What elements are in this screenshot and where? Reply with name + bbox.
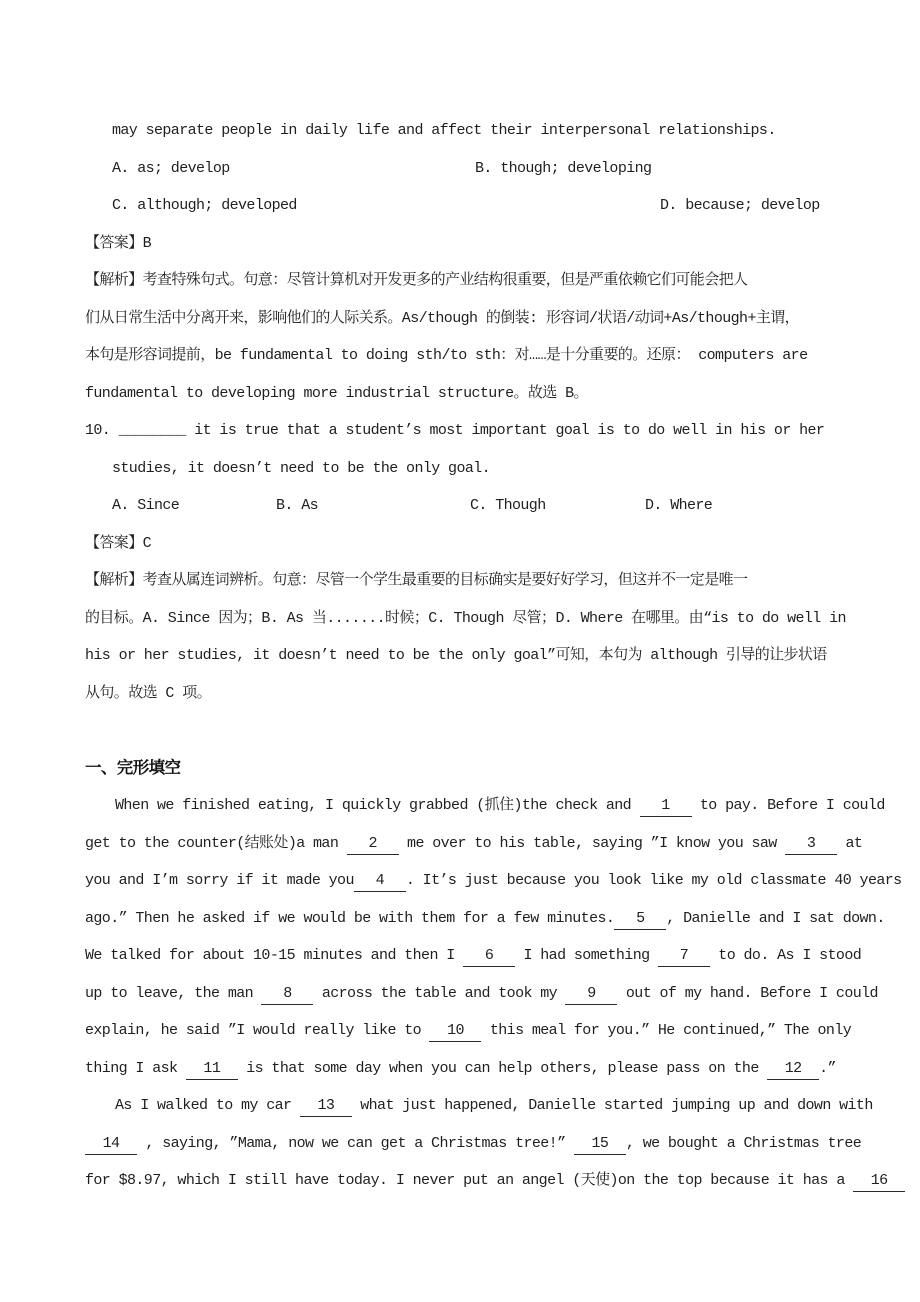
- question9-analysis-line: 【解析】考查特殊句式。句意：尽管计算机对开发更多的产业结构很重要，但是严重依赖它们可能会把人: [85, 272, 748, 289]
- section-heading-cloze: 一、完形填空: [85, 758, 181, 778]
- cloze-line: As I walked to my car 13 what just happened, Danielle started jumping up and down with: [85, 1087, 872, 1125]
- cloze-line: thing I ask 11 is that some day when you can help others, please pass on the 12 .”: [85, 1050, 872, 1088]
- cloze-blank: 4: [354, 871, 406, 892]
- cloze-blank: 1: [640, 796, 692, 817]
- question10-option-c: C. Though: [470, 497, 546, 514]
- question9-options-row1: [85, 150, 872, 188]
- question10-option-d: D. Where: [645, 497, 713, 514]
- cloze-blank: 11: [186, 1059, 238, 1080]
- question10-stem-line1: 10. ________ it is true that a student’s most important goal is to do well in his or her: [85, 422, 825, 439]
- question10-analysis-line: 【解析】考查从属连词辨析。句意：尽管一个学生最重要的目标确实是要好好学习，但这并不一定是唯一: [85, 572, 748, 589]
- cloze-line: ago.” Then he asked if we would be with them for a few minutes. 5 , Danielle and I sat down.: [85, 900, 872, 938]
- question10-option-a: A. Since: [112, 497, 180, 514]
- cloze-line: When we finished eating, I quickly grabbed (抓住)the check and 1 to pay. Before I could: [85, 787, 872, 825]
- question9-analysis-line: 们从日常生活中分离开来，影响他们的人际关系。As/though 的倒装: 形容词/状语/动词+As/though+主谓，: [85, 309, 800, 327]
- cloze-blank: 7: [658, 946, 710, 967]
- question10-options-row: [85, 487, 872, 525]
- question9-option-c: C. although; developed: [112, 197, 297, 214]
- question10-stem-line2: studies, it doesn’t need to be the only goal.: [112, 459, 491, 477]
- question9-answer-line: 【答案】B: [85, 234, 152, 252]
- cloze-line: up to leave, the man 8 across the table and took my 9 out of my hand. Before I could: [85, 975, 872, 1013]
- cloze-line: We talked for about 10-15 minutes and then I 6 I had something 7 to do. As I stood: [85, 937, 872, 975]
- question9-options-row2: [85, 187, 872, 225]
- cloze-line: you and I’m sorry if it made you 4 . It’s just because you look like my old classmate 40 years: [85, 862, 872, 900]
- cloze-blank: 3: [785, 834, 837, 855]
- cloze-blank: 14: [85, 1134, 137, 1155]
- question9-option-a: A. as; develop: [112, 159, 230, 177]
- question10-analysis-line: his or her studies, it doesn’t need to be the only goal”可知，本句为 although 引导的让步状语: [85, 647, 827, 664]
- question10-answer-line: 【答案】C: [85, 534, 152, 552]
- cloze-blank: 8: [261, 984, 313, 1005]
- cloze-blank: 2: [347, 834, 399, 855]
- cloze-line: get to the counter(结账处)a man 2 me over to his table, saying ”I know you saw 3 at: [85, 825, 872, 863]
- question10-analysis-line: 的目标。A. Since 因为；B. As 当.......时候；C. Though 尽管；D. Where 在哪里。由“is to do well in: [85, 609, 846, 627]
- question9-option-d: D. because; develop: [660, 197, 820, 214]
- question9-stem-tail: may separate people in daily life and affect their interpersonal relationships.: [112, 122, 776, 139]
- cloze-line: 14 , saying, ”Mama, now we can get a Christmas tree!” 15 , we bought a Christmas tree: [85, 1125, 872, 1163]
- question10-option-b: B. As: [276, 497, 319, 514]
- cloze-line: for $8.97, which I still have today. I never put an angel (天使)on the top because it has a 16: [85, 1162, 872, 1200]
- cloze-blank: 5: [614, 909, 666, 930]
- cloze-blank: 6: [463, 946, 515, 967]
- cloze-blank: 15: [574, 1134, 626, 1155]
- question9-analysis-line: fundamental to developing more industrial structure。故选 B。: [85, 384, 588, 402]
- blank-gap: [85, 712, 872, 750]
- cloze-line: explain, he said ”I would really like to 10 this meal for you.” He continued,” The only: [85, 1012, 872, 1050]
- cloze-blank: 9: [565, 984, 617, 1005]
- cloze-blank: 12: [767, 1059, 819, 1080]
- question9-analysis-line: 本句是形容词提前，be fundamental to doing sth/to sth：对……是十分重要的。还原： computers are: [85, 347, 808, 364]
- question10-analysis-line: 从句。故选 C 项。: [85, 684, 212, 702]
- cloze-blank: 16: [853, 1171, 905, 1192]
- question9-option-b: B. though; developing: [475, 159, 652, 177]
- cloze-blank: 10: [429, 1021, 481, 1042]
- cloze-blank: 13: [300, 1096, 352, 1117]
